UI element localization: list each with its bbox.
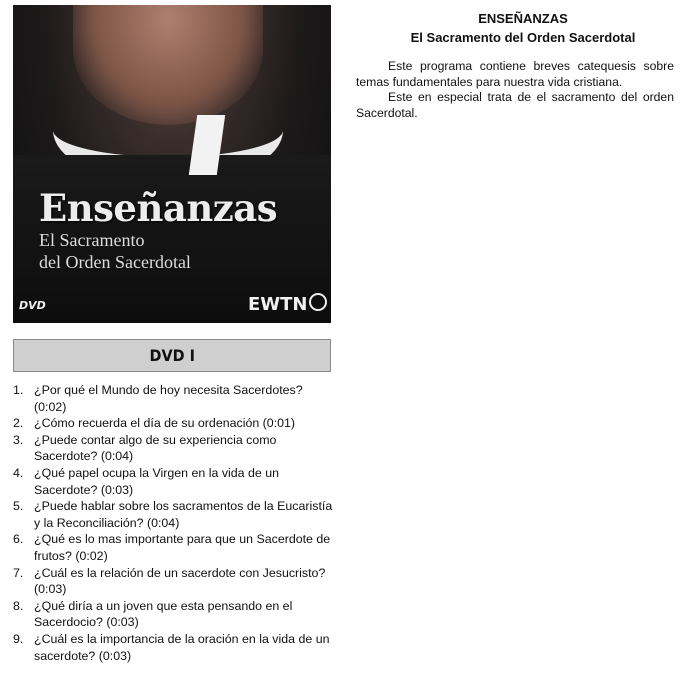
dvd-cover-image <box>13 5 331 323</box>
item-number: 4. <box>13 465 24 480</box>
list-item <box>13 432 343 465</box>
item-number: 8. <box>13 598 24 613</box>
item-text: ¿Cuál es la relación de un sacerdote con Jesucristo? (0:03) <box>34 565 326 597</box>
page-subtitle: El Sacramento del Orden Sacerdotal <box>410 30 636 45</box>
list-item <box>13 415 343 432</box>
globe-icon <box>309 293 327 311</box>
list-item <box>13 531 343 564</box>
item-number: 6. <box>13 532 24 547</box>
list-item <box>13 631 343 664</box>
item-number: 3. <box>13 432 24 447</box>
item-text: ¿Qué diría a un joven que esta pensando en el Sacerdocio? (0:03) <box>34 598 293 630</box>
ewtn-logo-text: EWTN <box>248 294 308 315</box>
list-item <box>13 382 343 415</box>
ewtn-logo <box>248 293 327 315</box>
description <box>356 59 674 121</box>
disc-label: DVD I <box>149 346 195 365</box>
cover-subtitle-line2: del Orden Sacerdotal <box>39 252 191 272</box>
item-number: 1. <box>13 383 24 397</box>
item-text: ¿Puede hablar sobre los sacramentos de la Eucaristía y la Reconciliación? (0:04) <box>34 499 333 530</box>
item-text: ¿Cómo recuerda el día de su ordenación (0:01) <box>34 416 296 431</box>
list-item <box>13 598 343 631</box>
item-text: ¿Puede contar algo de su experiencia como Sacerdote? (0:04) <box>34 432 277 464</box>
cover-subtitle-line1: El Sacramento <box>39 230 145 250</box>
cover-title: Enseñanzas <box>39 186 278 230</box>
item-number: 2. <box>13 416 24 431</box>
list-item <box>13 498 343 531</box>
item-number: 7. <box>13 565 24 580</box>
list-item <box>13 565 343 598</box>
item-text: ¿Cuál es la importancia de la oración en la vida de un sacerdote? (0:03) <box>34 631 330 663</box>
dvd-logo: DVD <box>19 299 46 312</box>
header <box>356 9 690 47</box>
list-item <box>13 465 343 498</box>
item-text: ¿Qué es lo mas importante para que un Sacerdote de frutos? (0:02) <box>34 532 331 563</box>
item-text: ¿Qué papel ocupa la Virgen en la vida de un Sacerdote? (0:03) <box>34 465 280 497</box>
description-paragraph-2: Este en especial trata de el sacramento del orden Sacerdotal. <box>356 90 674 120</box>
item-number: 5. <box>13 499 24 514</box>
question-list <box>13 382 343 664</box>
description-paragraph-1: Este programa contiene breves catequesis sobre temas fundamentales para nuestra vida cristiana. <box>356 59 674 89</box>
page-title: ENSEÑANZAS <box>478 11 568 26</box>
item-number: 9. <box>13 631 24 646</box>
item-text: ¿Por qué el Mundo de hoy necesita Sacerdotes? (0:02) <box>34 383 303 414</box>
disc-header <box>13 339 331 372</box>
